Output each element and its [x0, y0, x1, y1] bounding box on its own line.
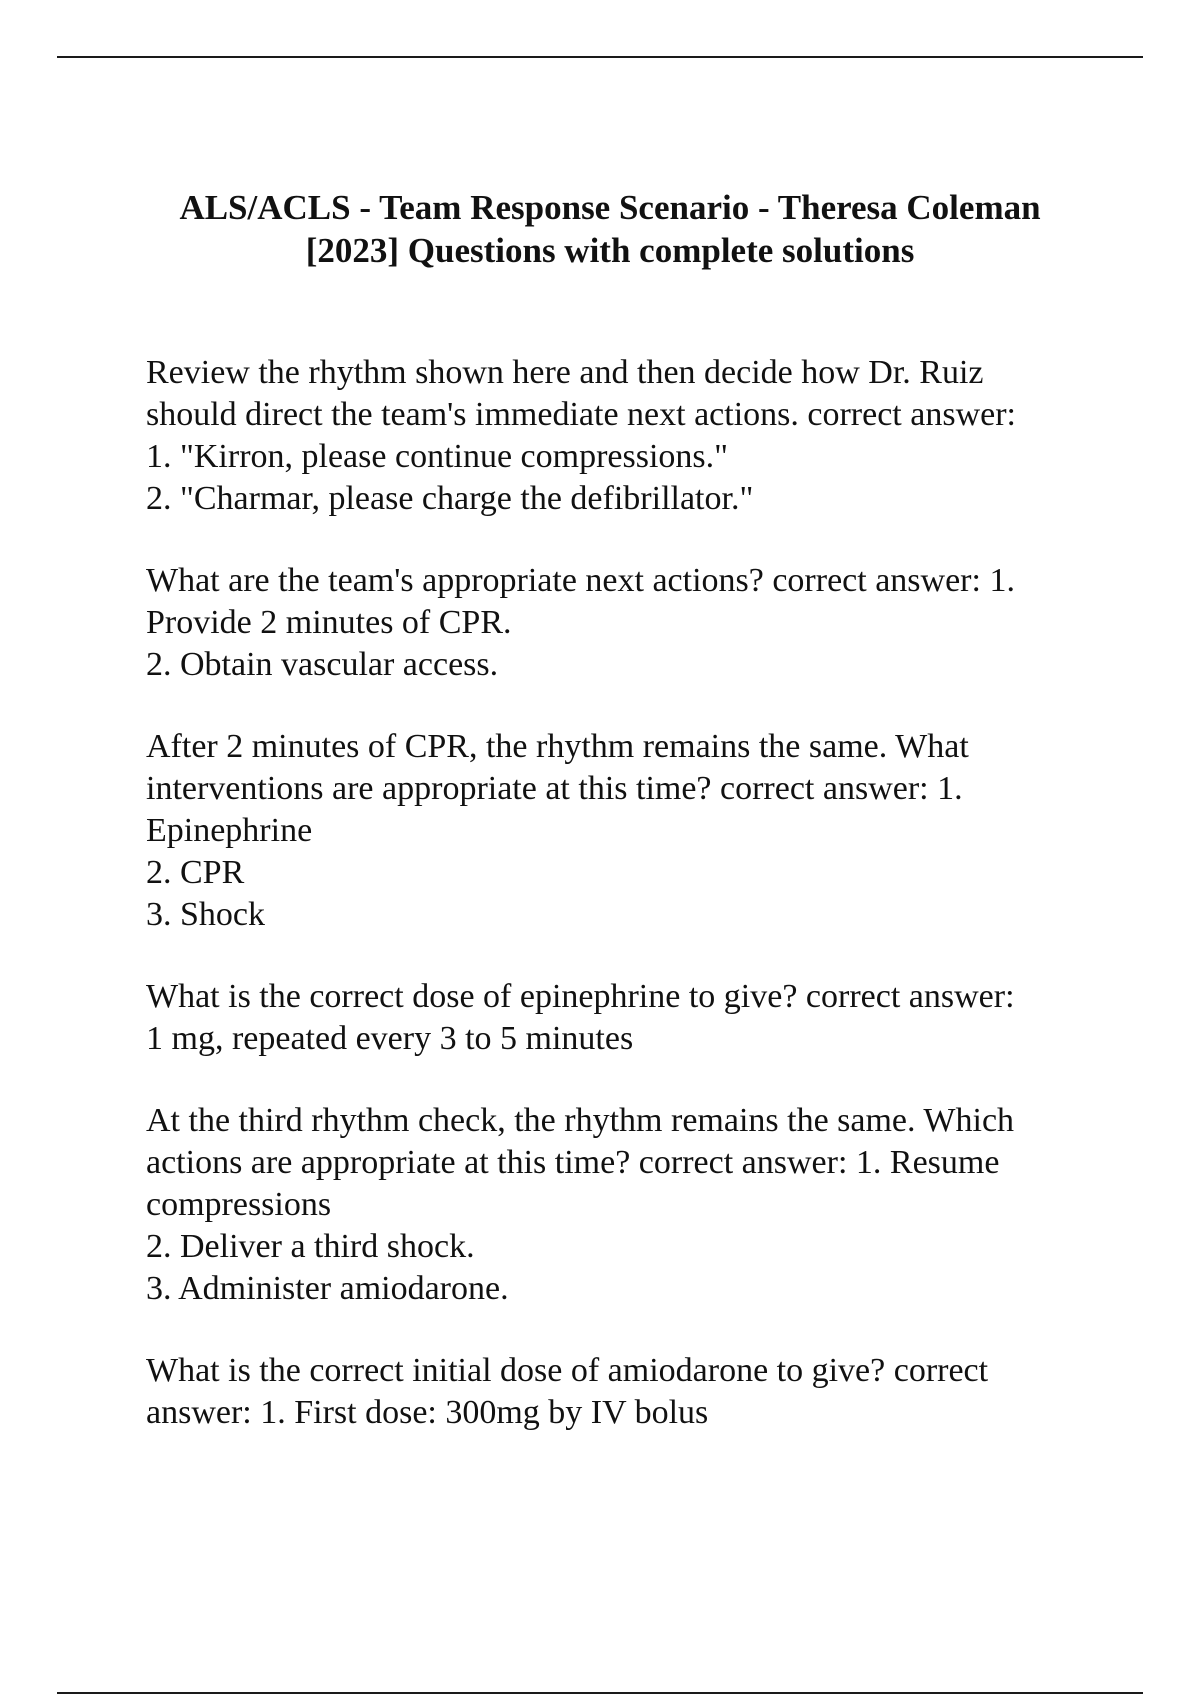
- qa-line: At the third rhythm check, the rhythm remains the same. Which: [146, 1102, 1015, 1139]
- qa-line: compressions: [146, 1186, 332, 1223]
- qa-line: 1 mg, repeated every 3 to 5 minutes: [146, 1020, 634, 1057]
- qa-line: actions are appropriate at this time? correct answer: 1. Resume: [146, 1144, 1000, 1181]
- qa-line: Provide 2 minutes of CPR.: [146, 604, 512, 641]
- qa-line: What is the correct initial dose of amiodarone to give? correct: [146, 1352, 989, 1389]
- qa-line: 2. "Charmar, please charge the defibrillator.": [146, 480, 754, 517]
- qa-line: 3. Administer amiodarone.: [146, 1270, 509, 1307]
- qa-line: What is the correct dose of epinephrine to give? correct answer:: [146, 978, 1015, 1015]
- title-line: ALS/ACLS - Team Response Scenario - Theresa Coleman: [179, 188, 1041, 227]
- qa-list: [146, 352, 1126, 1474]
- qa-line: interventions are appropriate at this time? correct answer: 1.: [146, 770, 963, 807]
- qa-item: [146, 726, 1126, 936]
- bottom-divider: [57, 1692, 1143, 1694]
- top-divider: [57, 56, 1143, 58]
- qa-line: 2. Obtain vascular access.: [146, 646, 499, 683]
- qa-line: 2. CPR: [146, 854, 245, 891]
- qa-line: 3. Shock: [146, 896, 265, 933]
- qa-line: 2. Deliver a third shock.: [146, 1228, 475, 1265]
- qa-line: After 2 minutes of CPR, the rhythm remains the same. What: [146, 728, 969, 765]
- qa-line: answer: 1. First dose: 300mg by IV bolus: [146, 1394, 709, 1431]
- qa-line: Review the rhythm shown here and then decide how Dr. Ruiz: [146, 354, 984, 391]
- qa-item: [146, 352, 1126, 520]
- qa-item: [146, 560, 1126, 686]
- qa-item: [146, 1100, 1126, 1310]
- title-line: [2023] Questions with complete solutions: [305, 231, 915, 270]
- qa-item: [146, 1350, 1126, 1434]
- qa-line: should direct the team's immediate next actions. correct answer:: [146, 396, 1016, 433]
- qa-line: Epinephrine: [146, 812, 313, 849]
- qa-line: What are the team's appropriate next actions? correct answer: 1.: [146, 562, 1015, 599]
- qa-line: 1. "Kirron, please continue compressions.": [146, 438, 729, 475]
- document-title: [110, 186, 1110, 272]
- qa-item: [146, 976, 1126, 1060]
